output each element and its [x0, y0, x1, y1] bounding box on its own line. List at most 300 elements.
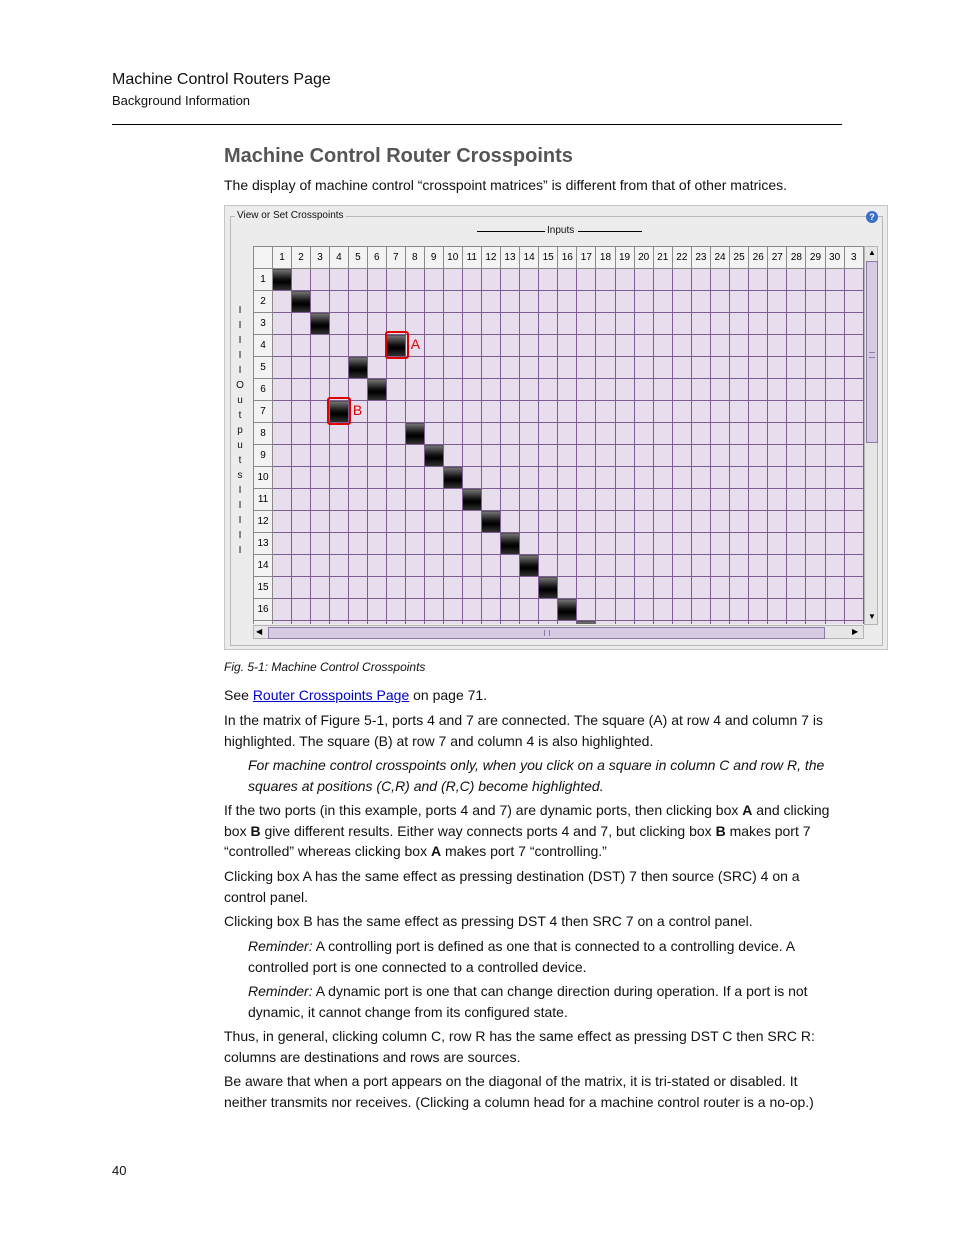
crosspoint-cell[interactable]	[443, 489, 462, 511]
crosspoint-cell[interactable]	[710, 577, 729, 599]
crosspoint-cell[interactable]	[749, 445, 768, 467]
crosspoint-cell[interactable]	[539, 467, 558, 489]
crosspoint-cell[interactable]	[481, 489, 500, 511]
crosspoint-cell[interactable]	[596, 313, 615, 335]
crosspoint-cell[interactable]	[273, 555, 292, 577]
crosspoint-cell[interactable]	[825, 489, 844, 511]
crosspoint-cell[interactable]	[443, 621, 462, 625]
crosspoint-cell[interactable]	[539, 555, 558, 577]
crosspoint-cell[interactable]	[577, 401, 596, 423]
crosspoint-cell[interactable]	[405, 401, 424, 423]
crosspoint-cell[interactable]	[386, 533, 405, 555]
crosspoint-cell[interactable]	[558, 313, 577, 335]
crosspoint-cell[interactable]	[730, 467, 749, 489]
crosspoint-cell[interactable]	[787, 445, 806, 467]
crosspoint-cell[interactable]	[348, 423, 367, 445]
crosspoint-on[interactable]	[292, 291, 311, 313]
crosspoint-cell[interactable]	[730, 313, 749, 335]
crosspoint-cell[interactable]	[634, 533, 653, 555]
crosspoint-cell[interactable]	[367, 291, 386, 313]
column-header-19[interactable]: 19	[615, 247, 634, 269]
crosspoint-cell[interactable]	[273, 467, 292, 489]
crosspoint-cell[interactable]	[672, 379, 691, 401]
crosspoint-cell[interactable]	[768, 313, 787, 335]
crosspoint-cell[interactable]	[672, 269, 691, 291]
crosspoint-cell[interactable]	[329, 621, 348, 625]
crosspoint-cell[interactable]	[672, 555, 691, 577]
crosspoint-cell[interactable]	[634, 291, 653, 313]
crosspoint-cell[interactable]	[311, 489, 330, 511]
crosspoint-cell[interactable]	[481, 269, 500, 291]
crosspoint-on[interactable]	[273, 269, 292, 291]
crosspoint-cell[interactable]	[520, 313, 539, 335]
crosspoint-cell[interactable]	[710, 357, 729, 379]
crosspoint-cell[interactable]	[481, 577, 500, 599]
crosspoint-cell[interactable]	[577, 269, 596, 291]
crosspoint-cell[interactable]	[292, 269, 311, 291]
crosspoint-cell[interactable]	[481, 445, 500, 467]
crosspoint-cell[interactable]	[386, 357, 405, 379]
scroll-down-arrow-icon[interactable]: ▼	[868, 612, 876, 621]
router-crosspoints-link[interactable]: Router Crosspoints Page	[252, 687, 410, 703]
crosspoint-cell[interactable]	[539, 379, 558, 401]
crosspoint-cell[interactable]	[730, 335, 749, 357]
crosspoint-cell[interactable]	[311, 467, 330, 489]
crosspoint-cell[interactable]	[443, 555, 462, 577]
crosspoint-cell[interactable]	[367, 577, 386, 599]
crosspoint-cell[interactable]	[481, 599, 500, 621]
crosspoint-cell[interactable]	[500, 423, 519, 445]
crosspoint-cell[interactable]	[386, 423, 405, 445]
crosspoint-cell[interactable]	[615, 533, 634, 555]
crosspoint-cell[interactable]	[443, 313, 462, 335]
crosspoint-cell[interactable]	[348, 335, 367, 357]
crosspoint-cell[interactable]	[481, 379, 500, 401]
crosspoint-cell[interactable]	[653, 599, 672, 621]
crosspoint-cell[interactable]	[273, 313, 292, 335]
crosspoint-cell[interactable]	[577, 313, 596, 335]
crosspoint-cell[interactable]	[311, 577, 330, 599]
crosspoint-cell[interactable]	[768, 467, 787, 489]
crosspoint-cell[interactable]	[844, 423, 863, 445]
crosspoint-cell[interactable]	[768, 379, 787, 401]
crosspoint-cell[interactable]	[691, 511, 710, 533]
crosspoint-cell[interactable]	[768, 577, 787, 599]
crosspoint-cell[interactable]	[825, 269, 844, 291]
crosspoint-cell[interactable]	[691, 401, 710, 423]
crosspoint-cell[interactable]	[311, 379, 330, 401]
crosspoint-on[interactable]	[367, 379, 386, 401]
column-header-18[interactable]: 18	[596, 247, 615, 269]
crosspoint-cell[interactable]	[386, 445, 405, 467]
crosspoint-cell[interactable]	[615, 357, 634, 379]
crosspoint-cell[interactable]	[710, 291, 729, 313]
crosspoint-cell[interactable]	[825, 599, 844, 621]
crosspoint-cell[interactable]	[749, 379, 768, 401]
crosspoint-cell[interactable]	[653, 423, 672, 445]
crosspoint-cell[interactable]	[825, 511, 844, 533]
crosspoint-cell[interactable]	[443, 269, 462, 291]
crosspoint-cell[interactable]	[348, 379, 367, 401]
crosspoint-cell[interactable]	[273, 335, 292, 357]
crosspoint-cell[interactable]	[577, 577, 596, 599]
crosspoint-cell[interactable]	[749, 269, 768, 291]
crosspoint-cell[interactable]	[443, 599, 462, 621]
crosspoint-cell[interactable]	[348, 445, 367, 467]
crosspoint-cell[interactable]	[367, 467, 386, 489]
crosspoint-cell[interactable]	[691, 313, 710, 335]
crosspoint-cell[interactable]	[787, 423, 806, 445]
crosspoint-cell[interactable]	[672, 423, 691, 445]
crosspoint-cell[interactable]	[520, 467, 539, 489]
crosspoint-cell[interactable]	[691, 335, 710, 357]
crosspoint-cell[interactable]	[634, 335, 653, 357]
crosspoint-cell[interactable]	[558, 511, 577, 533]
crosspoint-cell[interactable]	[730, 269, 749, 291]
crosspoint-cell[interactable]	[405, 511, 424, 533]
crosspoint-cell[interactable]	[691, 379, 710, 401]
crosspoint-cell[interactable]	[386, 379, 405, 401]
crosspoint-cell[interactable]	[558, 335, 577, 357]
crosspoint-on[interactable]	[577, 621, 596, 625]
crosspoint-cell[interactable]	[787, 401, 806, 423]
crosspoint-cell[interactable]	[367, 335, 386, 357]
crosspoint-cell[interactable]	[520, 511, 539, 533]
crosspoint-cell[interactable]	[653, 269, 672, 291]
crosspoint-cell[interactable]	[539, 599, 558, 621]
crosspoint-cell[interactable]	[672, 511, 691, 533]
crosspoint-cell[interactable]	[768, 291, 787, 313]
crosspoint-cell[interactable]	[405, 269, 424, 291]
crosspoint-cell[interactable]	[844, 555, 863, 577]
crosspoint-cell[interactable]	[481, 467, 500, 489]
crosspoint-cell[interactable]	[386, 291, 405, 313]
crosspoint-cell[interactable]	[386, 467, 405, 489]
crosspoint-on[interactable]	[348, 357, 367, 379]
crosspoint-cell[interactable]	[329, 577, 348, 599]
column-header-12[interactable]: 12	[481, 247, 500, 269]
crosspoint-cell[interactable]	[424, 511, 443, 533]
crosspoint-cell[interactable]	[348, 511, 367, 533]
crosspoint-cell[interactable]	[311, 555, 330, 577]
crosspoint-cell[interactable]	[520, 445, 539, 467]
crosspoint-cell[interactable]	[273, 401, 292, 423]
crosspoint-cell[interactable]	[825, 445, 844, 467]
crosspoint-cell[interactable]	[311, 533, 330, 555]
crosspoint-cell[interactable]	[596, 599, 615, 621]
crosspoint-cell[interactable]	[443, 335, 462, 357]
crosspoint-cell[interactable]	[634, 577, 653, 599]
crosspoint-cell[interactable]	[730, 357, 749, 379]
crosspoint-cell[interactable]	[634, 423, 653, 445]
crosspoint-cell[interactable]	[806, 269, 825, 291]
help-icon[interactable]: ?	[866, 211, 878, 223]
crosspoint-cell[interactable]	[710, 269, 729, 291]
crosspoint-cell[interactable]	[520, 599, 539, 621]
crosspoint-cell[interactable]	[615, 555, 634, 577]
crosspoint-cell[interactable]	[577, 379, 596, 401]
crosspoint-cell[interactable]	[462, 335, 481, 357]
crosspoint-cell[interactable]	[749, 335, 768, 357]
crosspoint-cell[interactable]	[710, 423, 729, 445]
crosspoint-cell[interactable]	[405, 533, 424, 555]
crosspoint-cell[interactable]	[292, 511, 311, 533]
crosspoint-cell[interactable]	[292, 357, 311, 379]
crosspoint-cell[interactable]	[634, 489, 653, 511]
crosspoint-cell[interactable]	[367, 445, 386, 467]
crosspoint-cell[interactable]	[596, 621, 615, 625]
horizontal-scrollbar[interactable]	[253, 625, 864, 639]
column-header-24[interactable]: 24	[710, 247, 729, 269]
crosspoint-cell[interactable]	[844, 489, 863, 511]
column-header-26[interactable]: 26	[749, 247, 768, 269]
crosspoint-cell[interactable]	[596, 533, 615, 555]
crosspoint-cell[interactable]	[577, 511, 596, 533]
crosspoint-cell[interactable]	[424, 379, 443, 401]
crosspoint-cell[interactable]	[329, 555, 348, 577]
crosspoint-cell[interactable]	[806, 621, 825, 625]
crosspoint-cell[interactable]	[615, 335, 634, 357]
crosspoint-on[interactable]	[443, 467, 462, 489]
crosspoint-cell[interactable]	[520, 335, 539, 357]
crosspoint-cell[interactable]	[520, 533, 539, 555]
crosspoint-cell[interactable]	[768, 555, 787, 577]
crosspoint-cell[interactable]	[520, 423, 539, 445]
crosspoint-cell[interactable]	[787, 269, 806, 291]
column-header-14[interactable]: 14	[520, 247, 539, 269]
column-header-11[interactable]: 11	[462, 247, 481, 269]
crosspoint-cell[interactable]	[367, 511, 386, 533]
crosspoint-cell[interactable]	[462, 467, 481, 489]
crosspoint-cell[interactable]	[577, 599, 596, 621]
crosspoint-cell[interactable]	[558, 379, 577, 401]
crosspoint-cell[interactable]	[653, 577, 672, 599]
crosspoint-cell[interactable]	[615, 401, 634, 423]
crosspoint-cell[interactable]	[691, 533, 710, 555]
crosspoint-cell[interactable]	[386, 269, 405, 291]
crosspoint-cell[interactable]	[825, 621, 844, 625]
crosspoint-cell[interactable]	[691, 269, 710, 291]
crosspoint-cell[interactable]	[806, 445, 825, 467]
crosspoint-cell[interactable]	[730, 621, 749, 625]
crosspoint-cell[interactable]	[273, 489, 292, 511]
crosspoint-cell[interactable]	[730, 489, 749, 511]
crosspoint-cell[interactable]	[292, 555, 311, 577]
crosspoint-cell[interactable]	[273, 423, 292, 445]
crosspoint-cell[interactable]	[825, 335, 844, 357]
crosspoint-cell[interactable]	[615, 511, 634, 533]
crosspoint-cell[interactable]	[653, 401, 672, 423]
crosspoint-cell[interactable]	[634, 379, 653, 401]
crosspoint-cell[interactable]	[443, 445, 462, 467]
crosspoint-cell[interactable]	[825, 379, 844, 401]
crosspoint-cell[interactable]	[672, 401, 691, 423]
crosspoint-cell[interactable]	[462, 379, 481, 401]
column-header-5[interactable]: 5	[348, 247, 367, 269]
column-header-9[interactable]: 9	[424, 247, 443, 269]
crosspoint-cell[interactable]	[691, 291, 710, 313]
crosspoint-cell[interactable]	[768, 423, 787, 445]
crosspoint-cell[interactable]	[710, 335, 729, 357]
crosspoint-cell[interactable]	[558, 445, 577, 467]
crosspoint-cell[interactable]	[329, 599, 348, 621]
crosspoint-cell[interactable]	[367, 555, 386, 577]
crosspoint-cell[interactable]	[443, 533, 462, 555]
crosspoint-cell[interactable]	[481, 335, 500, 357]
crosspoint-cell[interactable]	[405, 555, 424, 577]
crosspoint-cell[interactable]	[844, 445, 863, 467]
crosspoint-cell[interactable]	[367, 401, 386, 423]
scroll-up-arrow-icon[interactable]: ▲	[868, 248, 876, 257]
crosspoint-cell[interactable]	[596, 379, 615, 401]
crosspoint-cell[interactable]	[806, 335, 825, 357]
crosspoint-cell[interactable]	[749, 511, 768, 533]
crosspoint-cell[interactable]	[768, 489, 787, 511]
crosspoint-cell[interactable]	[672, 599, 691, 621]
column-header-3[interactable]: 3	[844, 247, 863, 269]
crosspoint-cell[interactable]	[539, 621, 558, 625]
crosspoint-cell[interactable]	[500, 577, 519, 599]
crosspoint-cell[interactable]	[768, 357, 787, 379]
crosspoint-cell[interactable]	[596, 445, 615, 467]
crosspoint-cell[interactable]	[634, 357, 653, 379]
crosspoint-cell[interactable]	[749, 291, 768, 313]
crosspoint-cell[interactable]	[292, 401, 311, 423]
crosspoint-cell[interactable]	[348, 533, 367, 555]
crosspoint-cell[interactable]	[273, 445, 292, 467]
crosspoint-cell[interactable]	[367, 489, 386, 511]
crosspoint-cell[interactable]	[844, 511, 863, 533]
crosspoint-cell[interactable]	[844, 291, 863, 313]
crosspoint-cell[interactable]	[558, 401, 577, 423]
crosspoint-cell[interactable]	[710, 401, 729, 423]
crosspoint-cell[interactable]	[500, 621, 519, 625]
crosspoint-cell[interactable]	[806, 533, 825, 555]
crosspoint-cell[interactable]	[424, 533, 443, 555]
crosspoint-cell[interactable]	[348, 555, 367, 577]
crosspoint-cell[interactable]	[386, 511, 405, 533]
crosspoint-cell[interactable]	[348, 489, 367, 511]
crosspoint-cell[interactable]	[825, 357, 844, 379]
crosspoint-cell[interactable]	[691, 423, 710, 445]
crosspoint-cell[interactable]	[806, 467, 825, 489]
crosspoint-cell[interactable]	[710, 599, 729, 621]
crosspoint-cell[interactable]	[768, 533, 787, 555]
crosspoint-cell[interactable]	[749, 489, 768, 511]
crosspoint-on[interactable]	[462, 489, 481, 511]
crosspoint-cell[interactable]	[424, 577, 443, 599]
crosspoint-cell[interactable]	[768, 269, 787, 291]
crosspoint-cell[interactable]	[710, 621, 729, 625]
crosspoint-cell[interactable]	[367, 269, 386, 291]
crosspoint-cell[interactable]	[405, 379, 424, 401]
crosspoint-cell[interactable]	[539, 423, 558, 445]
crosspoint-cell[interactable]	[329, 269, 348, 291]
crosspoint-cell[interactable]	[462, 621, 481, 625]
crosspoint-cell[interactable]	[596, 511, 615, 533]
crosspoint-cell[interactable]	[749, 401, 768, 423]
crosspoint-cell[interactable]	[443, 379, 462, 401]
crosspoint-cell[interactable]	[749, 533, 768, 555]
crosspoint-cell[interactable]	[292, 467, 311, 489]
crosspoint-cell[interactable]	[539, 357, 558, 379]
crosspoint-cell[interactable]	[500, 489, 519, 511]
column-header-4[interactable]: 4	[329, 247, 348, 269]
crosspoint-cell[interactable]	[443, 291, 462, 313]
crosspoint-cell[interactable]	[710, 445, 729, 467]
crosspoint-cell[interactable]	[558, 357, 577, 379]
crosspoint-cell[interactable]	[424, 467, 443, 489]
crosspoint-cell[interactable]	[806, 379, 825, 401]
crosspoint-on[interactable]	[405, 423, 424, 445]
crosspoint-cell[interactable]	[462, 577, 481, 599]
crosspoint-cell[interactable]	[348, 599, 367, 621]
crosspoint-cell[interactable]	[749, 621, 768, 625]
crosspoint-cell[interactable]	[500, 313, 519, 335]
crosspoint-cell[interactable]	[386, 489, 405, 511]
crosspoint-cell[interactable]	[462, 313, 481, 335]
crosspoint-cell[interactable]	[787, 335, 806, 357]
column-header-6[interactable]: 6	[367, 247, 386, 269]
crosspoint-cell[interactable]	[730, 401, 749, 423]
crosspoint-cell[interactable]	[386, 621, 405, 625]
crosspoint-cell[interactable]	[844, 621, 863, 625]
crosspoint-on[interactable]	[500, 533, 519, 555]
crosspoint-cell[interactable]	[653, 467, 672, 489]
crosspoint-cell[interactable]	[844, 379, 863, 401]
crosspoint-cell[interactable]	[615, 467, 634, 489]
column-header-17[interactable]: 17	[577, 247, 596, 269]
crosspoint-cell[interactable]	[749, 423, 768, 445]
crosspoint-cell[interactable]	[577, 555, 596, 577]
highlight-box-a[interactable]	[385, 331, 409, 359]
crosspoint-cell[interactable]	[577, 423, 596, 445]
crosspoint-cell[interactable]	[558, 269, 577, 291]
crosspoint-cell[interactable]	[787, 533, 806, 555]
crosspoint-cell[interactable]	[500, 335, 519, 357]
crosspoint-cell[interactable]	[615, 621, 634, 625]
crosspoint-cell[interactable]	[672, 621, 691, 625]
crosspoint-cell[interactable]	[424, 621, 443, 625]
crosspoint-cell[interactable]	[500, 467, 519, 489]
crosspoint-cell[interactable]	[539, 313, 558, 335]
column-header-30[interactable]: 30	[825, 247, 844, 269]
crosspoint-cell[interactable]	[730, 445, 749, 467]
crosspoint-cell[interactable]	[481, 533, 500, 555]
column-header-15[interactable]: 15	[539, 247, 558, 269]
crosspoint-cell[interactable]	[596, 357, 615, 379]
crosspoint-on[interactable]	[311, 313, 330, 335]
crosspoint-cell[interactable]	[443, 577, 462, 599]
crosspoint-cell[interactable]	[311, 445, 330, 467]
crosspoint-cell[interactable]	[653, 489, 672, 511]
crosspoint-cell[interactable]	[710, 511, 729, 533]
crosspoint-cell[interactable]	[596, 269, 615, 291]
crosspoint-cell[interactable]	[424, 401, 443, 423]
crosspoint-cell[interactable]	[596, 423, 615, 445]
crosspoint-cell[interactable]	[672, 489, 691, 511]
crosspoint-cell[interactable]	[292, 335, 311, 357]
column-header-21[interactable]: 21	[653, 247, 672, 269]
crosspoint-cell[interactable]	[424, 423, 443, 445]
crosspoint-cell[interactable]	[348, 467, 367, 489]
crosspoint-cell[interactable]	[520, 357, 539, 379]
crosspoint-cell[interactable]	[273, 621, 292, 625]
crosspoint-cell[interactable]	[672, 357, 691, 379]
crosspoint-cell[interactable]	[367, 599, 386, 621]
crosspoint-cell[interactable]	[577, 291, 596, 313]
crosspoint-cell[interactable]	[273, 511, 292, 533]
